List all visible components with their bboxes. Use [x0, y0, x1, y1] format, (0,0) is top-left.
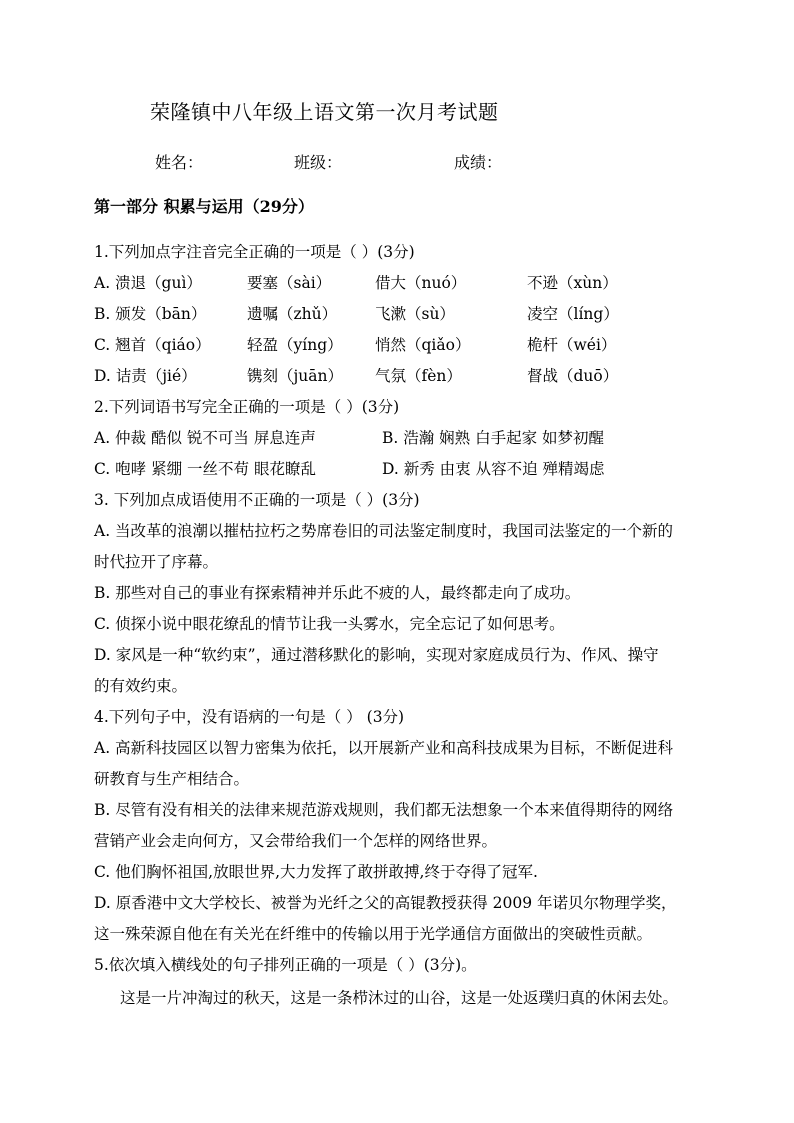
q3-option-d-line1: D. 家风是一种“软约束”，通过潜移默化的影响，实现对家庭成员行为、作风、操守 [94, 646, 659, 664]
q1-option-a-2: 要塞（sài） [247, 274, 332, 292]
q1-option-b-1: B. 颁发（bān） [94, 305, 207, 323]
q3-option-a-line1: A. 当改革的浪潮以摧枯拉朽之势席卷旧的司法鉴定制度时，我国司法鉴定的一个新的 [94, 522, 674, 540]
q4-option-b-line1: B. 尽管有没有相关的法律来规范游戏规则，我们都无法想象一个本来值得期待的网络 [94, 801, 674, 819]
q2-option-c: C. 咆哮 紧绷 一丝不苟 眼花瞭乱 [94, 460, 316, 478]
q3-option-d-line2: 的有效约束。 [94, 677, 188, 695]
q1-option-d-4: 督战（duō） [527, 367, 619, 385]
q3-option-c: C. 侦探小说中眼花缭乱的情节让我一头雾水，完全忘记了如何思考。 [94, 615, 565, 633]
name-label: 姓名： [155, 153, 204, 172]
q1-option-d-2: 镌刻（juān） [247, 367, 344, 385]
q1-option-b-2: 遗嘱（zhǔ） [247, 305, 338, 323]
q4-option-c: C. 他们胸怀祖国,放眼世界,大力发挥了敢拼敢搏,终于夺得了冠军. [94, 863, 538, 881]
q1-option-b-4: 凌空（líng） [527, 305, 619, 323]
q1-option-b-3: 飞漱（sù） [375, 305, 455, 323]
q1-option-d-1: D. 诘责（jié） [94, 367, 197, 385]
q3-stem: 3. 下列加点成语使用不正确的一项是（ ）(3分) [94, 491, 420, 509]
q3-option-b: B. 那些对自己的事业有探索精神并乐此不疲的人，最终都走向了成功。 [94, 584, 581, 602]
q1-option-c-4: 桅杆（wéi） [527, 336, 617, 354]
q4-option-b-line2: 营销产业会走向何方，又会带给我们一个怎样的网络世界。 [94, 832, 498, 850]
q4-option-d-line1: D. 原香港中文大学校长、被誉为光纤之父的高锟教授获得 2009 年诺贝尔物理学奖， [94, 894, 677, 912]
q4-option-a-line1: A. 高新科技园区以智力密集为依托，以开展新产业和高科技成果为目标，不断促进科 [94, 739, 674, 757]
q4-option-a-line2: 研教育与生产相结合。 [94, 770, 250, 788]
exam-title: 荣隆镇中八年级上语文第一次月考试题 [150, 100, 499, 124]
score-label: 成绩： [454, 153, 503, 172]
q1-option-a-4: 不逊（xùn） [527, 274, 618, 292]
q5-passage: 这是一片冲淘过的秋天，这是一条栉沐过的山谷，这是一处返璞归真的休闲去处。 [120, 989, 679, 1007]
section-heading: 第一部分 积累与运用（29分） [94, 197, 314, 216]
q5-stem: 5.依次填入横线处的句子排列正确的一项是（ ）(3分)。 [94, 956, 477, 974]
q1-option-d-3: 气氛（fèn） [375, 367, 462, 385]
q1-stem: 1.下列加点字注音完全正确的一项是（ ）(3分) [94, 243, 415, 261]
q2-stem: 2.下列词语书写完全正确的一项是（ ）(3分) [94, 398, 400, 416]
q1-option-c-3: 悄然（qiǎo） [375, 336, 471, 354]
q2-option-d: D. 新秀 由衷 从容不迫 殚精竭虑 [382, 460, 605, 478]
q1-option-a-3: 借大（nuó） [375, 274, 467, 292]
q4-stem: 4.下列句子中，没有语病的一句是（ ） (3分) [94, 708, 405, 726]
q1-option-c-2: 轻盈（yíng） [247, 336, 343, 354]
q1-option-a-1: A. 溃退（guì） [94, 274, 202, 292]
q4-option-d-line2: 这一殊荣源自他在有关光在纤维中的传输以用于光学通信方面做出的突破性贡献。 [94, 925, 653, 943]
class-label: 班级： [294, 153, 343, 172]
q2-option-b: B. 浩瀚 娴熟 白手起家 如梦初醒 [382, 429, 605, 447]
q3-option-a-line2: 时代拉开了序幕。 [94, 553, 219, 571]
q2-option-a: A. 仲裁 酷似 锐不可当 屏息连声 [94, 429, 316, 447]
q1-option-c-1: C. 翘首（qiáo） [94, 336, 211, 354]
